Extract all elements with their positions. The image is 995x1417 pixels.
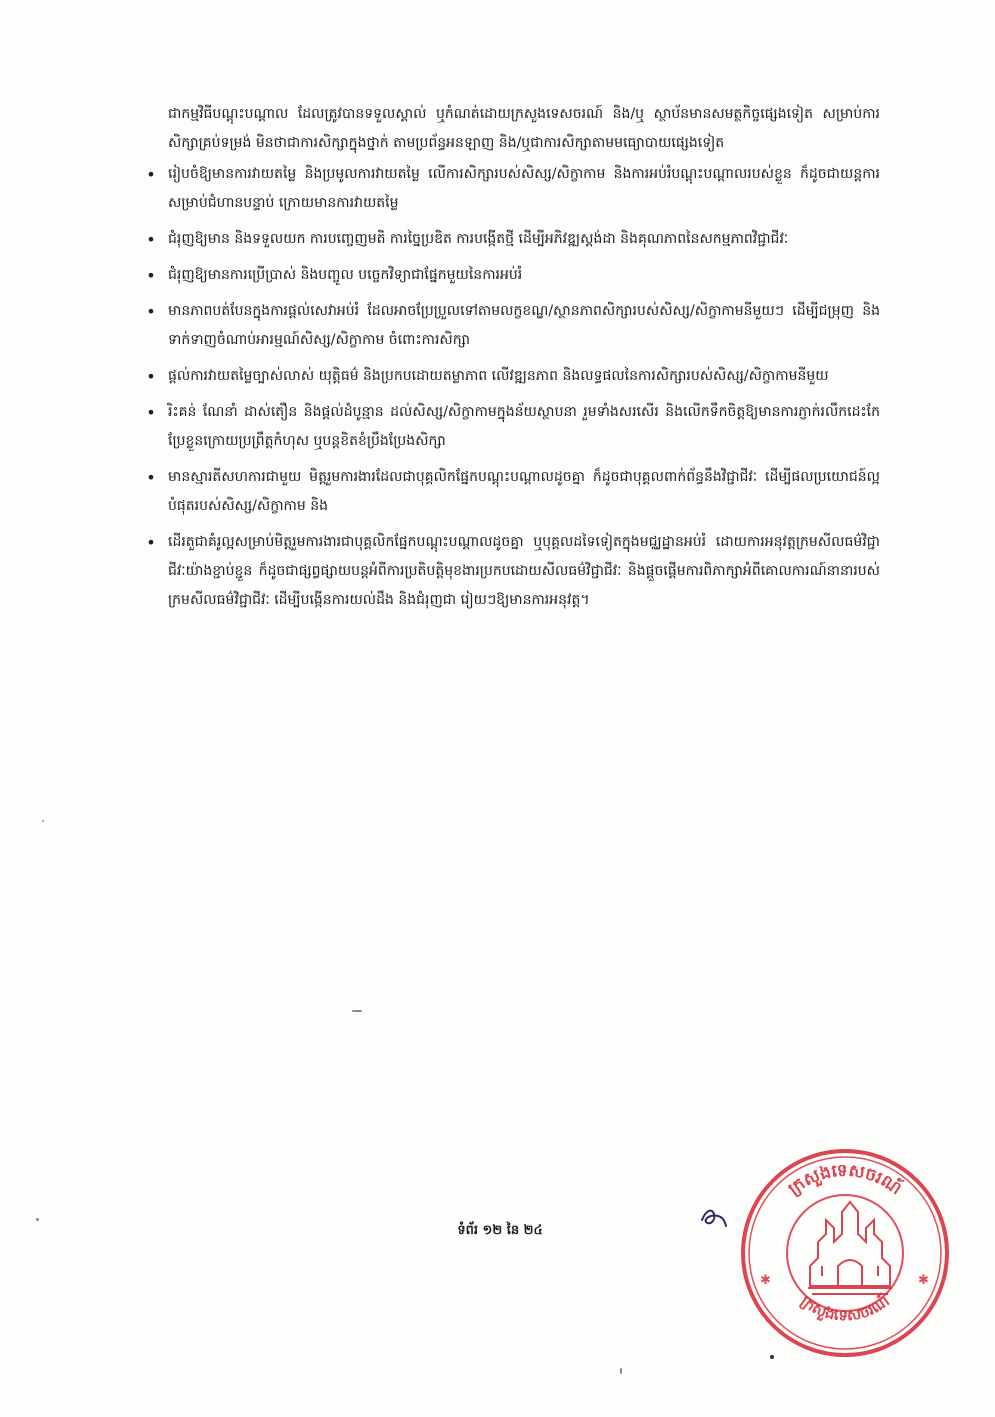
bullet-item (146, 528, 880, 615)
bullet-text: រិះគន់ ណែនាំ ដាស់តឿន និងផ្តល់ដំបូន្មាន ដល់សិស្ស/សិក្ខាកាមក្នុងន័យស្ថាបនា រួមទាំងសរសើរ និងលើកទឹកចិត្តឱ្យមានការភ្ញាក់រលឹកដេះកែប្រែខ្លួនក្រោយប្រព្រឹត្តកំហុស ឬបន្តខិតខំប្រឹងប្រែងសិក្សា (168, 404, 880, 449)
bullet-icon: • (146, 165, 156, 184)
seal-bottom-text: ក្រសួងទេសចរណ៍ (797, 1291, 893, 1325)
bullet-icon: • (146, 367, 156, 386)
bullet-icon: • (146, 302, 156, 321)
scan-speck (42, 820, 44, 822)
bullet-text: រៀបចំឱ្យមានការវាយតម្លៃ និងប្រមូលការវាយតម្លៃ លើការសិក្សារបស់សិស្ស/សិក្ខាកាម និងការអប់រំបណ្តុះបណ្តាលរបស់ខ្លួន ក៏ដូចជាយន្តការសម្រាប់ជំហានបន្ទាប់ ក្រោយមានការវាយតម្លៃ (168, 166, 880, 211)
bullet-icon: • (146, 533, 156, 552)
bullet-item (146, 297, 880, 355)
scan-speck (352, 1010, 362, 1012)
handwritten-initial-icon (698, 1200, 730, 1232)
official-seal-icon (738, 1146, 952, 1360)
document-body (146, 100, 880, 622)
svg-text:✱: ✱ (918, 1273, 929, 1288)
bullet-item (146, 160, 880, 218)
page-number: ទំព័រ ១២ នៃ ២៤ (457, 1223, 543, 1238)
bullet-icon: • (146, 230, 156, 249)
svg-text:✱: ✱ (760, 1273, 771, 1288)
bullet-icon: • (146, 468, 156, 487)
bullet-icon: • (146, 266, 156, 285)
bullet-item (146, 463, 880, 521)
scan-speck (770, 1355, 774, 1359)
bullet-item (146, 362, 880, 391)
bullet-text: ជំរុញឱ្យមានការប្រើប្រាស់ និងបញ្ចូល បច្ចេកវិទ្យាជាផ្នែកមួយនៃការអប់រំ (168, 267, 523, 283)
bullet-item (146, 398, 880, 456)
bullet-text: មានភាពបត់បែនក្នុងការផ្តល់សេវាអប់រំ ដែលអាចប្រែប្រួលទៅតាមលក្ខខណ្ឌ/ស្ថានភាពសិក្សារបស់សិស្ស/សិក្ខាកាមនីមួយៗ ដើម្បីជម្រុញ និងទាក់ទាញចំណាប់អារម្មណ៍សិស្ស/សិក្ខាកាម ចំពោះការសិក្សា (168, 303, 880, 348)
seal-top-text: ក្រសួងទេសចរណ៍ (784, 1160, 906, 1200)
lead-paragraph: ជាកម្មវិធីបណ្តុះបណ្តាល ដែលត្រូវបានទទួលស្គាល់ ឬកំណត់ដោយក្រសួងទេសចរណ៍ និង/ឬ ស្ថាប័នមានសមត្ថកិច្ចផ្សេងទៀត សម្រាប់ការសិក្សាគ្រប់ទម្រង់ មិនថាជាការសិក្សាក្នុងថ្នាក់ តាមប្រព័ន្ធអនឡាញ និង/ឬជាការសិក្សាតាមមធ្យោបាយផ្សេងទៀត (168, 106, 880, 151)
bullet-item (146, 261, 880, 290)
bullet-list (146, 160, 880, 615)
svg-text:ក្រសួងទេសចរណ៍ (797, 1291, 892, 1325)
bullet-text: ផ្តល់ការវាយតម្លៃច្បាស់លាស់ យុត្តិធម៌ និងប្រកបដោយតម្លាភាព លើវឌ្ឍនភាព និងលទ្ធផលនៃការសិក្សារបស់សិស្ស/សិក្ខាកាមនីមួយ (168, 368, 829, 384)
bullet-text: មានស្មារតីសហការជាមួយ មិត្តរួមការងារដែលជាបុគ្គលិកផ្នែកបណ្តុះបណ្តាលដូចគ្នា ក៏ដូចជាបុគ្គលពាក់ព័ន្ធនឹងវិជ្ជាជីវៈ ដើម្បីផលប្រយោជន៍ល្អបំផុតរបស់សិស្ស/សិក្ខាកាម និង (168, 469, 880, 514)
bullet-icon: • (146, 403, 156, 422)
bullet-text: ដើរតួជាគំរូល្អសម្រាប់មិត្តរួមការងារជាបុគ្គលិកផ្នែកបណ្តុះបណ្តាលដូចគ្នា ឬបុគ្គលដទៃទៀតក្នុងមជ្ឈដ្ឋានអប់រំ ដោយការអនុវត្តក្រមសីលធម៌វិជ្ជាជីវៈយ៉ាងខ្ជាប់ខ្ជួន ក៏ដូចជាផ្សព្វផ្សាយបន្តអំពីការប្រតិបត្តិមុខងារប្រកបដោយសីលធម៌វិជ្ជាជីវៈ និងផ្តួចផ្តើមការពិភាក្សាអំពីគោលការណ៍នានារបស់ក្រមសីលធម៌វិជ្ជាជីវៈ ដើម្បីបង្កើនការយល់ដឹង និងជំរុញជា រៀយៗឱ្យមានការអនុវត្ត។ (168, 534, 880, 608)
bullet-text: ជំរុញឱ្យមាន និងទទួលយក ការបញ្ចេញមតិ ការច្នៃប្រឌិត ការបង្កើតថ្មី ដើម្បីអភិវឌ្ឍស្តង់ដា និងគុណភាពនៃសកម្មភាពវិជ្ជាជីវៈ (168, 231, 789, 247)
scan-speck (36, 1218, 39, 1221)
scan-speck (620, 1368, 622, 1374)
bullet-item (146, 225, 880, 254)
